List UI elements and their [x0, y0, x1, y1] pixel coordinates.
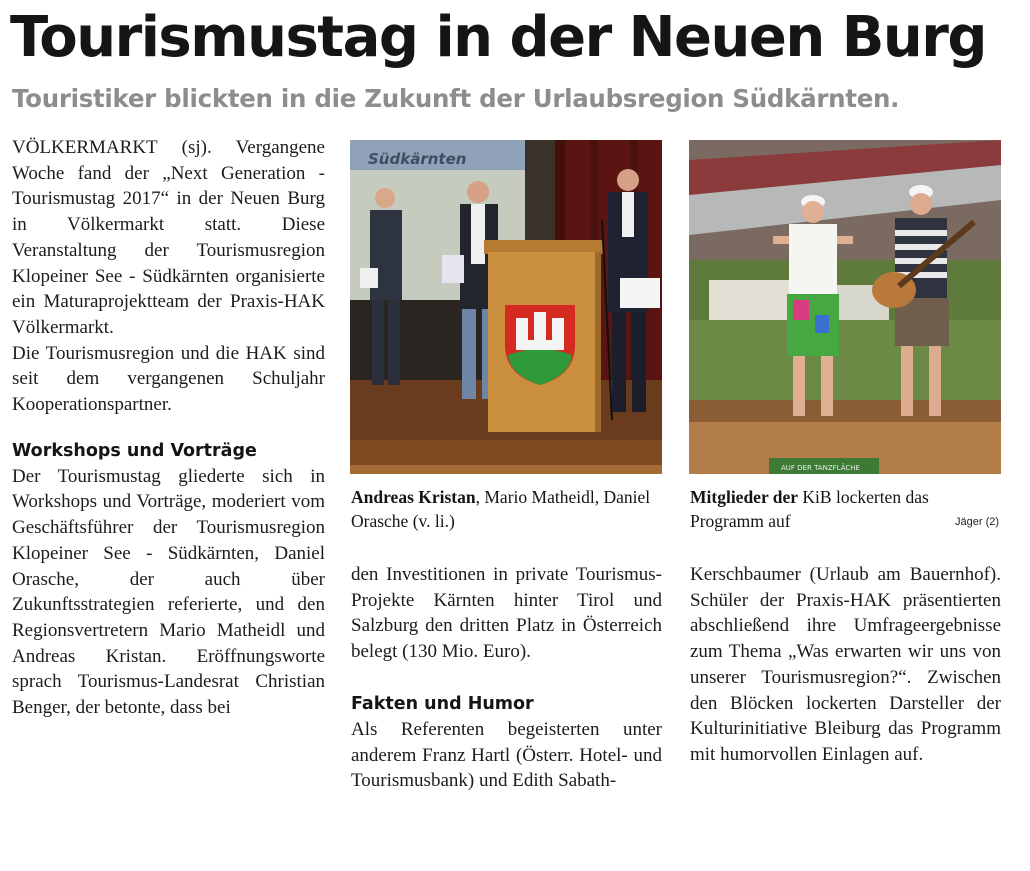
paragraph: Als Referenten begeisterten unter anderem Franz Hartl (Österr. Hotel- und Tourismusbank) und Edith Sabath- — [351, 718, 662, 792]
intro-paragraph: VÖLKERMARKT (sj). Vergangene Woche fand der „Next Generation - Tourismustag 2017“ in der Neuen Burg in Völkermarkt statt. Diese Veranstaltung der Tourismusregion Klopeiner See - Südkärnten organisierte ein Maturaprojektteam der Praxis-HAK Völkermarkt. — [12, 137, 325, 338]
section-heading-fakten: Fakten und Humor — [351, 693, 534, 714]
caption-text: KiB lockerten das Programm auf — [690, 487, 929, 531]
subheadline: Touristiker blickten in die Zukunft der Urlaubsregion Südkärnten. — [12, 84, 900, 113]
text-column-2 — [351, 562, 662, 794]
paragraph: Kerschbaumer (Urlaub am Bauernhof). Schüler der Praxis-HAK präsentierten abschließend ihre Umfrageergebnisse zum Thema „Was erwarten wir uns von unserer Tourismusregion?“. Zwischen den Blöcken lockerten Darsteller der Kulturinitiative Bleiburg das Programm mit humorvollen Einlagen auf. — [690, 564, 1001, 765]
paragraph: Die Tourismusregion und die HAK sind seit dem vergangenen Schuljahr Kooperationspartner. — [12, 342, 325, 416]
photo-caption-1 — [351, 485, 656, 533]
paragraph: Der Tourismustag gliederte sich in Workshops und Vorträge, moderiert vom Geschäftsführer der Tourismusregion Klopeiner See - Südkärnten, Daniel Orasche, der auch über Zukunftsstrategien referierte, und den Regionsvertretern Mario Matheidl und Andreas Kristan. Eröffnungsworte sprach Tourismus-Landesrat Christian Benger, der betonte, dass bei — [12, 465, 325, 719]
screen-text: Südkärnten — [368, 150, 467, 168]
podium — [484, 240, 604, 432]
caption-text: , Mario Matheidl, Daniel Orasche (v. li.) — [351, 487, 651, 531]
photo-speakers-on-stage — [350, 140, 662, 474]
paragraph: den Investitionen in private Tourismus-Projekte Kärnten hinter Tirol und Salzburg den dritten Platz in Österreich belegt (130 Mio. Euro). — [351, 564, 662, 663]
text-column-1 — [12, 135, 325, 721]
caption-bold: Mitglieder der — [690, 487, 799, 507]
photo-credit: Jäger (2) — [955, 516, 1000, 528]
photo-performers-on-stage — [689, 140, 1001, 474]
text-column-3 — [690, 562, 1001, 768]
stage-banner-text: AUF DER TANZFLÄCHE — [781, 464, 860, 472]
section-heading-workshops: Workshops und Vorträge — [12, 440, 257, 461]
caption-bold: Andreas Kristan — [351, 487, 476, 507]
headline: Tourismustag in der Neuen Burg — [10, 5, 986, 70]
